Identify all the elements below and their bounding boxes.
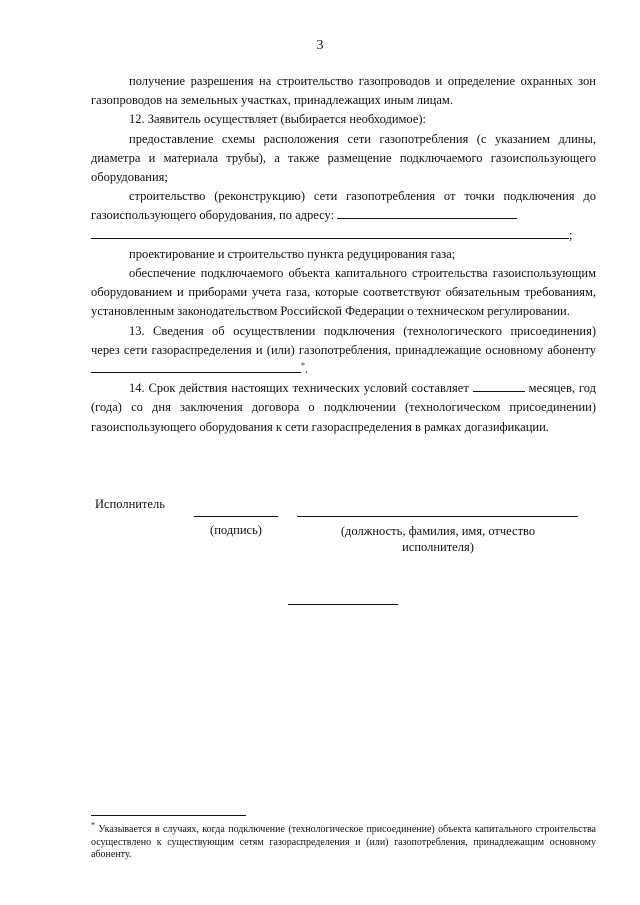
- document-body: [91, 72, 596, 437]
- paragraph-13: [91, 322, 596, 380]
- executor-name-caption: (должность, фамилия, имя, отчество исполнителя): [340, 524, 536, 554]
- footnote-separator: [91, 815, 246, 816]
- paragraph-construction-cont: [91, 226, 596, 245]
- paragraph-equipment: [91, 264, 596, 322]
- paragraph-14-start: 14. Срок действия настоящих технических условий составляет: [129, 381, 469, 396]
- paragraph-scheme: [91, 130, 596, 188]
- address-blank-1[interactable]: [337, 206, 517, 219]
- paragraph-12-text: 12. Заявитель осуществляет (выбирается необходимое):: [129, 112, 427, 127]
- subscriber-blank[interactable]: [91, 360, 301, 373]
- signature-line[interactable]: [194, 516, 278, 517]
- paragraph-permit-text: получение разрешения на строительство газопроводов и определение охранных зон газопроводов на земельных участках, принадлежащих иным лицам.: [91, 74, 596, 108]
- page-number: 3: [316, 38, 324, 53]
- footnote-mark: *: [301, 360, 305, 370]
- executor-label: Исполнитель: [95, 497, 165, 511]
- paragraph-14-end: месяцев, год (года) со дня заключения договора о подключении (технологическом присоединении) газоиспользующего оборудования к сети газораспределения в рамках догазификации.: [91, 381, 597, 434]
- paragraph-scheme-text: предоставление схемы расположения сети газопотребления (с указанием длины, диаметра и материала трубы), а также размещение подключаемого газоиспользующего оборудования;: [91, 131, 596, 185]
- paragraph-12: [91, 110, 596, 129]
- paragraph-equipment-text: обеспечение подключаемого объекта капитального строительства газоиспользующим оборудованием и приборами учета газа, которые соответствуют обязательным требованиям, установленным законодательством Российской Федерации о техническом регулировании.: [91, 266, 596, 319]
- separator-line: [288, 604, 398, 605]
- signature-caption: (подпись): [210, 523, 262, 537]
- footnote: [91, 820, 596, 862]
- months-blank[interactable]: [473, 379, 525, 392]
- paragraph-reduction-text: проектирование и строительство пункта редуцирования газа;: [129, 246, 456, 261]
- paragraph-14: [91, 379, 596, 437]
- paragraph-13-text: 13. Сведения об осуществлении подключения (технологического присоединения) через сети газораспределения и (или) газопотребления, принадлежащие основному абоненту: [91, 323, 596, 357]
- address-blank-2[interactable]: [91, 226, 569, 239]
- paragraph-construction: [91, 187, 596, 225]
- paragraph-13-end: .: [305, 362, 309, 377]
- paragraph-construction-text: строительство (реконструкцию) сети газопотребления от точки подключения до газоиспользующего оборудования, по адресу:: [91, 189, 596, 223]
- paragraph-construction-end: ;: [569, 227, 573, 242]
- footnote-mark-bottom: *: [91, 820, 95, 830]
- paragraph-reduction: [91, 245, 596, 264]
- footnote-text: Указывается в случаях, когда подключение (технологическое присоединение) объекта капитального строительства осуществлено к существующим сетям газораспределения и (или) газопотребления, принадлежащим основному абоненту.: [91, 824, 596, 860]
- executor-name-line[interactable]: [297, 516, 578, 517]
- paragraph-permit: [91, 72, 596, 110]
